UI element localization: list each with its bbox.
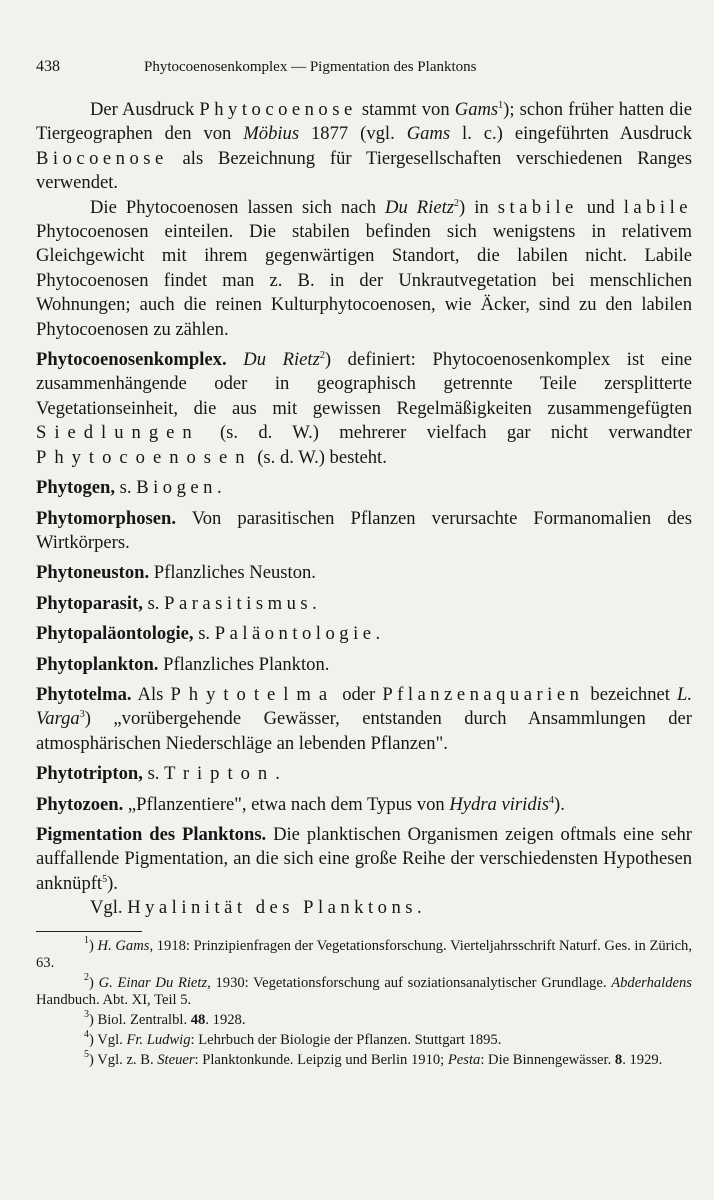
footnote-4: $^4$) Vgl. Fr. Ludwig: Lehrbuch der Biologie der Pflanzen. Stuttgart 1895. (84, 1028, 502, 1048)
entry-phytopalaeontologie: Phytopaläontologie, s. Paläontologie. (36, 623, 381, 645)
entry-phytomorphosen: Phytomorphosen. Von parasitischen Pflanzen verursachte Formanomalien des Wirtkörpers. (36, 507, 692, 553)
entry-headword: Phytocoenosenkomplex. (36, 349, 227, 371)
entry-phytoplankton: Phytoplankton. Pflanzliches Plankton. (36, 653, 330, 675)
entry-phytogen: Phytogen, s. Biogen. (36, 477, 222, 499)
entry-headword: Phytotripton, (36, 763, 143, 785)
entry-phytocoenosenkomplex: Phytocoenosenkomplex. Du Rietz$^2$) definiert: Phytocoenosenkomplex ist eine zusammenhängende oder in geographisch getrennte Teile zersplitterte Vegetationseinheit, die aus mit gewissen Regelmäßigkeiten zusammengefügten Siedlungen (s. d. W.) mehrerer vielfach gar nicht verwandter Phytocoenosen (s. d. W.) besteht. (36, 349, 692, 468)
running-title: Phytocoenosenkomplex — Pigmentation des Planktons (144, 59, 477, 75)
entry-headword: Phytopaläontologie, (36, 623, 194, 645)
footnote-5: $^5$) Vgl. z. B. Steuer: Planktonkunde. Leipzig und Berlin 1910; Pesta: Die Binnengewässer. 8. 1929. (84, 1048, 663, 1068)
entry-headword: Phytozoen. (36, 793, 124, 815)
entry-headword: Phytomorphosen. (36, 507, 176, 529)
footnote-1: $^1$) H. Gams, 1918: Prinzipienfragen der Vegetationsforschung. Vierteljahrsschrift Naturf. Ges. in Zürich, 63. (36, 934, 692, 971)
entry-phytoneuston: Phytoneuston. Pflanzliches Neuston. (36, 562, 316, 584)
footnote-divider (36, 931, 142, 932)
entry-headword: Phytotelma. (36, 683, 132, 705)
paragraph-stabile-labile: Die Phytocoenosen lassen sich nach Du Rietz$^2$) in stabile und labile Phytocoenosen einteilen. Die stabilen befinden sich wenigstens in relativem Gleichgewicht mit ihrem gegenwärtigen Standort, die labilen nicht. Labile Phytocoenosen findet man z. B. in der Unkrautvegetation bei menschlichen Wohnungen; auch die reinen Kulturphytocoenosen, wie Äcker, sind zu den labilen Phytocoenosen zu zählen. (36, 196, 693, 340)
cross-reference-hyalinitaet: Vgl. Hyalinität des Planktons. (90, 897, 422, 919)
paragraph-phytocoenose: Der Ausdruck Phytocoenose stammt von Gams$^1$); schon früher hatten die Tiergeographen den von Möbius 1877 (vgl. Gams l. c.) eingeführten Ausdruck Biocoenose als Bezeichnung für Tiergesellschaften verschiedenen Ranges verwendet. (36, 99, 692, 194)
page-body (36, 98, 692, 1072)
footnote-3: $^3$) Biol. Zentralbl. 48. 1928. (84, 1008, 246, 1028)
entry-headword: Phytogen, (36, 477, 116, 499)
entry-pigmentation-des-planktons: Pigmentation des Planktons. Die planktischen Organismen zeigen oftmals eine sehr auffallende Pigmentation, an die sich eine große Reihe der verschiedensten Hypothesen anknüpft$^5$). (36, 823, 692, 894)
entry-phytotelma: Phytotelma. Als Phytotelma oder Pflanzenaquarien bezeichnet L. Varga$^3$) „vorübergehende Gewässer, entstanden durch Ansammlungen der atmosphärischen Niederschläge an lebenden Pflanzen". (36, 683, 692, 754)
entry-phytotripton: Phytotripton, s. Tripton. (36, 763, 280, 785)
entry-headword: Pigmentation des Planktons. (36, 823, 267, 845)
entry-headword: Phytoneuston. (36, 562, 150, 584)
entry-phytozoen: Phytozoen. „Pflanzentiere", etwa nach dem Typus von Hydra viridis$^4$). (36, 793, 565, 815)
page-header (36, 58, 686, 80)
footnote-2: $^2$) G. Einar Du Rietz, 1930: Vegetationsforschung auf soziationsanalytischer Grundlage. Abderhaldens Handbuch. Abt. XI, Teil 5. (36, 971, 692, 1008)
page-number: 438 (36, 58, 60, 75)
entry-headword: Phytoparasit, (36, 592, 143, 614)
entry-phytoparasit: Phytoparasit, s. Parasitismus. (36, 592, 317, 614)
entry-headword: Phytoplankton. (36, 653, 159, 675)
